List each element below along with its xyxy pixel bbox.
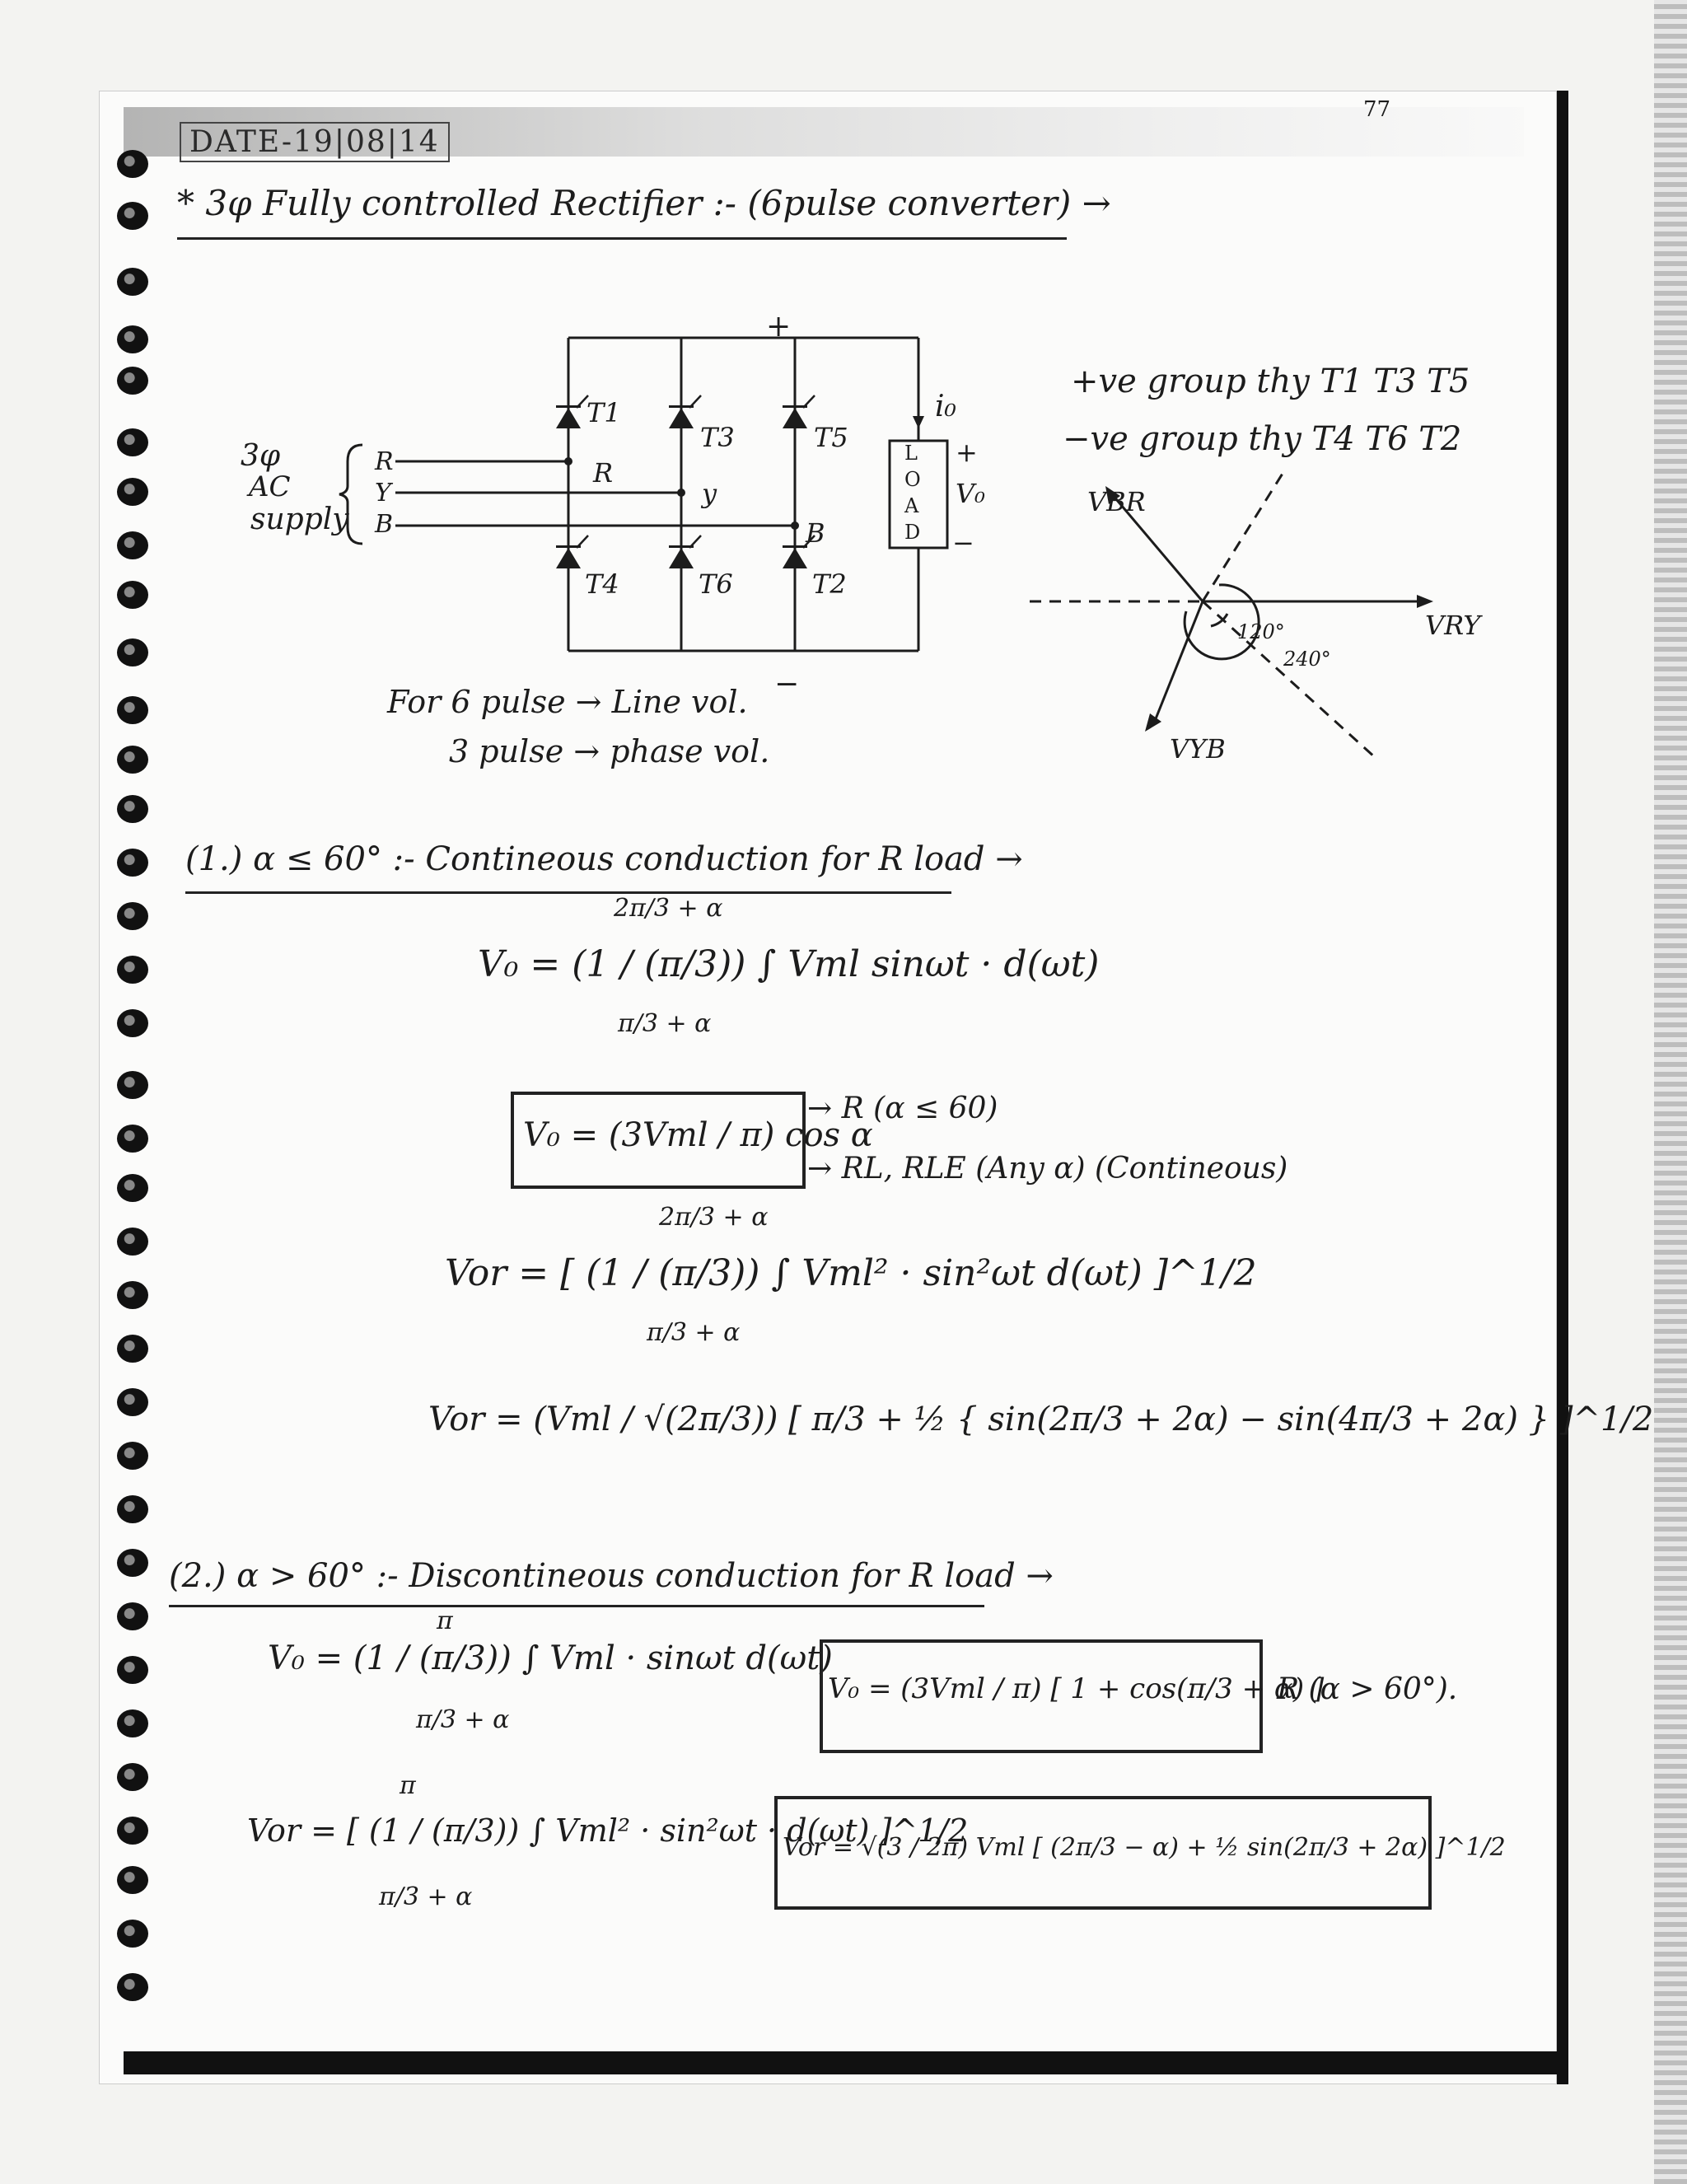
binding-ring-icon bbox=[117, 1228, 148, 1256]
binding-ring-icon bbox=[117, 849, 148, 877]
binding-ring-icon bbox=[117, 428, 148, 456]
section1-note-rl: → RL, RLE (Any α) (Contineous) bbox=[807, 1152, 1288, 1186]
section2-note: R (α > 60°). bbox=[1277, 1672, 1458, 1706]
node-label-b: B bbox=[806, 517, 825, 549]
section2-rms-equation: Vor = [ (1 / (π/3)) ∫ Vml² · sin²ωt · d(ωt) ]^1/2 bbox=[247, 1812, 969, 1849]
binding-ring-icon bbox=[117, 1602, 148, 1630]
binding-ring-icon bbox=[117, 1009, 148, 1037]
phasor-vbr-label: VBR bbox=[1087, 486, 1146, 517]
binding-ring-icon bbox=[117, 478, 148, 506]
phasor-vyb-label: VYB bbox=[1170, 733, 1226, 765]
section1-avg-upper-limit: 2π/3 + α bbox=[614, 894, 723, 923]
binding-ring-icon bbox=[117, 1495, 148, 1523]
section1-rms-equation: Vor = [ (1 / (π/3)) ∫ Vml² · sin²ωt d(ωt) ]^1/2 bbox=[445, 1252, 1257, 1294]
negative-group-note: −ve group thy T4 T6 T2 bbox=[1063, 420, 1462, 458]
section1-avg-equation: V₀ = (1 / (π/3)) ∫ Vml sinωt · d(ωt) bbox=[478, 943, 1100, 985]
binding-ring-icon bbox=[117, 902, 148, 930]
binding-ring-icon bbox=[117, 1817, 148, 1845]
thyristor-label-t5: T5 bbox=[814, 422, 848, 453]
out-minus-label: − bbox=[952, 527, 974, 559]
phasor-vry-label: VRY bbox=[1425, 610, 1481, 641]
pulse-note-3: 3 pulse → phase vol. bbox=[449, 733, 770, 769]
section2-underline bbox=[169, 1605, 984, 1607]
minus-rail-label: − bbox=[774, 667, 800, 701]
binding-ring-icon bbox=[117, 1549, 148, 1577]
section1-note-r: → R (α ≤ 60) bbox=[807, 1092, 998, 1125]
section2-boxed-rms-equation: Vor = √(3 / 2π) Vml [ (2π/3 − α) + ½ sin(2π/3 + 2α) ]^1/2 bbox=[783, 1833, 1506, 1862]
binding-ring-icon bbox=[117, 1656, 148, 1684]
binding-ring-icon bbox=[117, 1388, 148, 1416]
page-number: 77 bbox=[1363, 97, 1391, 122]
binding-ring-icon bbox=[117, 795, 148, 823]
binding-ring-icon bbox=[117, 581, 148, 609]
section1-rms-upper-limit: 2π/3 + α bbox=[659, 1203, 769, 1232]
output-voltage-label: V₀ bbox=[956, 478, 985, 509]
date-stamp: DATE-19|08|14 bbox=[180, 122, 450, 162]
node-label-y: y bbox=[702, 478, 717, 509]
supply-label-supply: supply bbox=[250, 503, 349, 536]
binding-ring-icon bbox=[117, 1281, 148, 1309]
plus-rail-label: + bbox=[766, 310, 792, 344]
binding-ring-icon bbox=[117, 696, 148, 724]
thyristor-label-t2: T2 bbox=[812, 568, 847, 600]
thyristor-label-t3: T3 bbox=[700, 422, 735, 453]
binding-ring-icon bbox=[117, 746, 148, 774]
phase-label-y: Y bbox=[375, 479, 391, 507]
section2-rms-lower-limit: π/3 + α bbox=[379, 1882, 473, 1911]
out-plus-label: + bbox=[956, 437, 978, 468]
binding-ring-icon bbox=[117, 150, 148, 178]
binding-ring-icon bbox=[117, 956, 148, 984]
thyristor-label-t6: T6 bbox=[699, 568, 733, 600]
section2-avg-upper-limit: π bbox=[437, 1606, 453, 1635]
supply-label-ac: AC bbox=[249, 470, 291, 503]
binding-ring-icon bbox=[117, 1125, 148, 1153]
binding-ring-icon bbox=[117, 268, 148, 296]
section1-boxed-equation: V₀ = (3Vml / π) cos α bbox=[523, 1116, 873, 1154]
angle-120-label: 120° bbox=[1237, 620, 1285, 643]
phase-label-b: B bbox=[375, 510, 394, 539]
section2-boxed-avg-equation: V₀ = (3Vml / π) [ 1 + cos(π/3 + α) ] bbox=[828, 1672, 1325, 1705]
binding-ring-icon bbox=[117, 1071, 148, 1099]
section1-rms-expanded: Vor = (Vml / √(2π/3)) [ π/3 + ½ { sin(2π/3 + 2α) − sin(4π/3 + 2α) } ]^1/2 bbox=[428, 1401, 1654, 1438]
binding-ring-icon bbox=[117, 1709, 148, 1737]
load-label: L bbox=[904, 442, 918, 465]
binding-ring-icon bbox=[117, 1174, 148, 1202]
positive-group-note: +ve group thy T1 T3 T5 bbox=[1071, 362, 1470, 400]
binding-ring-icon bbox=[117, 367, 148, 395]
binding-ring-icon bbox=[117, 1442, 148, 1470]
binding-ring-icon bbox=[117, 1866, 148, 1894]
binding-ring-icon bbox=[117, 202, 148, 230]
thyristor-label-t1: T1 bbox=[586, 397, 621, 428]
binding-ring-icon bbox=[117, 325, 148, 353]
page-bottom-edge bbox=[124, 2051, 1557, 2074]
binding-ring-icon bbox=[117, 1763, 148, 1791]
section2-avg-equation: V₀ = (1 / (π/3)) ∫ Vml · sinωt d(ωt) bbox=[268, 1639, 833, 1677]
thyristor-label-t4: T4 bbox=[585, 568, 619, 600]
section1-underline bbox=[185, 891, 951, 894]
heading-underline bbox=[177, 237, 1067, 240]
pulse-note-6: For 6 pulse → Line vol. bbox=[387, 684, 748, 720]
notebook-spine bbox=[1654, 0, 1687, 2184]
binding-ring-icon bbox=[117, 531, 148, 559]
binding-ring-icon bbox=[117, 1973, 148, 2001]
supply-label-3phi: 3φ bbox=[241, 439, 281, 473]
binding-ring-icon bbox=[117, 1335, 148, 1363]
section1-rms-lower-limit: π/3 + α bbox=[647, 1318, 741, 1347]
rectifier-circuit-diagram bbox=[231, 310, 1021, 701]
phase-label-r: R bbox=[375, 447, 394, 476]
section1-title: (1.) α ≤ 60° :- Contineous conduction for R load → bbox=[185, 840, 1023, 878]
load-label: O bbox=[904, 468, 921, 491]
binding-ring-icon bbox=[117, 638, 148, 666]
load-label: A bbox=[904, 494, 919, 517]
binding-ring-icon bbox=[117, 1920, 148, 1948]
load-label: D bbox=[904, 521, 921, 544]
section2-title: (2.) α > 60° :- Discontineous conduction for R load → bbox=[169, 1557, 1054, 1595]
phasor-diagram bbox=[1021, 470, 1483, 783]
section2-rms-upper-limit: π bbox=[400, 1771, 416, 1800]
section2-avg-lower-limit: π/3 + α bbox=[416, 1705, 510, 1734]
angle-240-label: 240° bbox=[1283, 648, 1331, 671]
current-label: i₀ bbox=[935, 390, 956, 423]
node-label-r: R bbox=[593, 457, 614, 489]
page-heading: * 3φ Fully controlled Rectifier :- (6pulse converter) → bbox=[177, 183, 1111, 223]
section1-avg-lower-limit: π/3 + α bbox=[618, 1009, 712, 1038]
